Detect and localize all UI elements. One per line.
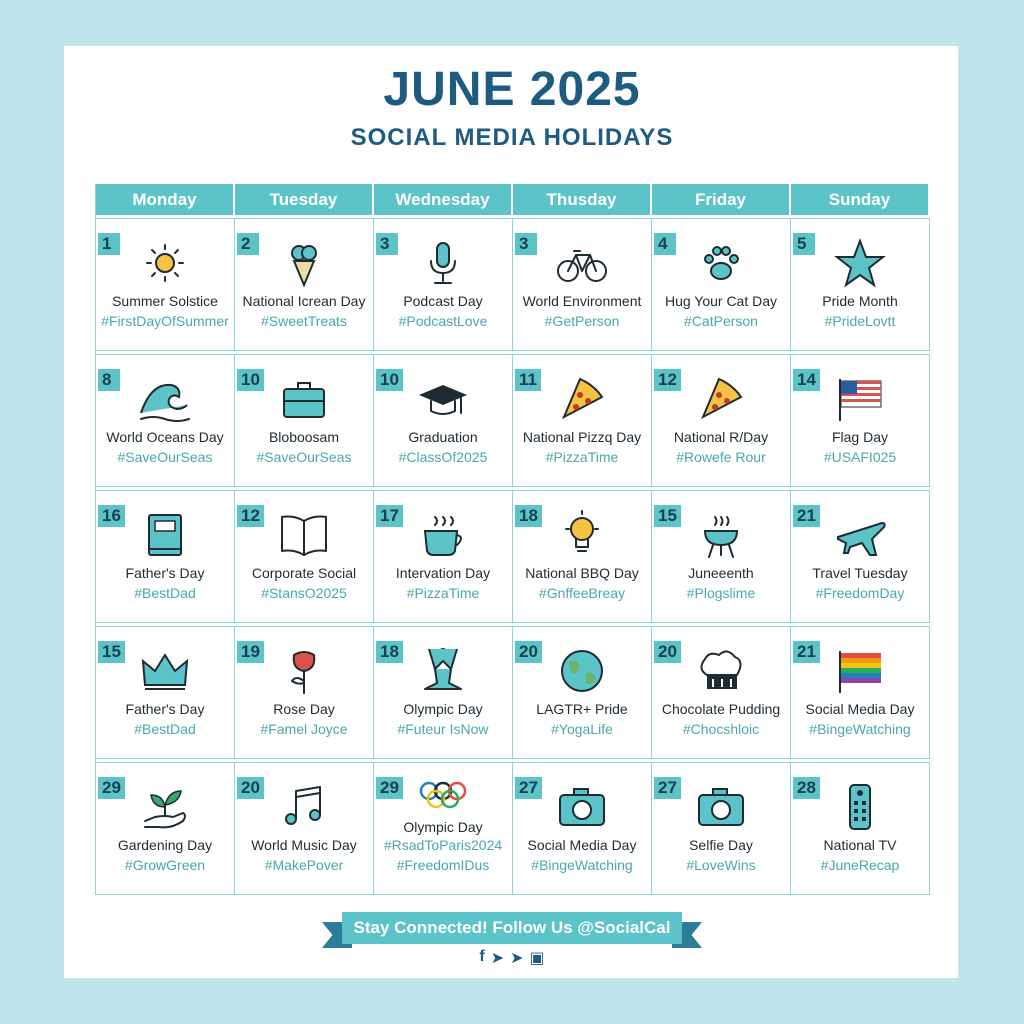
airplane-icon [791,509,929,561]
holiday-name: Social Media Day [527,837,637,853]
weekday-header: Sunday [791,184,930,215]
rose-icon [235,645,373,697]
day-cell[interactable] [374,355,513,487]
holiday-name: Pride Month [822,293,898,309]
day-cell[interactable] [235,627,374,759]
open-book-icon [235,509,373,561]
day-cell[interactable] [652,763,791,895]
holiday-name: Bloboosam [268,429,340,445]
hashtag[interactable]: #Famel Joyce [260,721,348,737]
holiday-name: Gardening Day [117,837,213,853]
holiday-name: National Icrean Day [242,293,366,309]
hashtag[interactable]: #SweetTreats [261,313,347,329]
ice-cream-icon [235,237,373,289]
hashtag[interactable]: #LoveWins [686,857,756,873]
day-cell[interactable] [374,763,513,895]
day-cell[interactable] [235,763,374,895]
hashtag[interactable]: #BestDad [134,721,196,737]
day-number: 18 [376,641,403,663]
hashtag[interactable]: #Plogslime [686,585,756,601]
hashtag[interactable]: #RsadToParis2024 [383,837,503,853]
day-cell[interactable] [513,219,652,351]
paw-icon [652,237,790,289]
day-cell[interactable] [374,491,513,623]
wave-icon [96,373,234,425]
hashtag[interactable]: #FirstDayOfSummer [101,313,229,329]
holiday-name: Olympic Day [403,819,483,835]
day-number: 16 [98,505,125,527]
day-cell[interactable] [791,355,930,487]
holiday-name: National R/Day [673,429,769,445]
pizza-icon [513,373,651,425]
olympic-rings-icon [374,779,512,819]
day-number: 29 [376,777,403,799]
day-number: 28 [793,777,820,799]
calendar-grid [95,184,929,895]
day-number: 15 [654,505,681,527]
day-cell[interactable] [652,627,791,759]
day-cell[interactable] [235,355,374,487]
day-number: 20 [515,641,542,663]
book-icon [96,509,234,561]
day-cell[interactable] [96,355,235,487]
hashtag[interactable]: #BestDad [134,585,196,601]
crown-icon [96,645,234,697]
weekday-header: Thusday [513,184,652,215]
holiday-name: Flag Day [831,429,889,445]
sprout-icon [96,781,234,833]
holiday-name: Olympic Day [403,701,483,717]
grill-icon [652,509,790,561]
day-number: 12 [654,369,681,391]
graduation-cap-icon [374,373,512,425]
hashtag[interactable]: #PrideLovtt [824,313,896,329]
holiday-name: Selfie Day [689,837,753,853]
twitter-icon[interactable]: ➤ [490,950,505,967]
day-cell[interactable] [652,219,791,351]
day-number: 8 [98,369,120,391]
hashtag[interactable]: #SaveOurSeas [256,449,352,465]
hashtag[interactable]: #YogaLife [551,721,613,737]
hashtag[interactable]: #PizzaTime [406,585,480,601]
holiday-name: Rose Day [273,701,335,717]
day-cell[interactable] [791,627,930,759]
chef-hat-icon [652,645,790,697]
follow-banner[interactable]: Stay Connected! Follow Us @SocialCal [342,912,682,944]
us-flag-icon [791,373,929,425]
social-icons [0,948,1024,968]
weekday-header: Wednesday [374,184,513,215]
day-number: 17 [376,505,403,527]
pizza-icon [652,373,790,425]
holiday-name: Chocolate Pudding [661,701,781,717]
day-cell[interactable] [96,491,235,623]
holiday-name: Father's Day [125,701,205,717]
day-cell[interactable] [235,491,374,623]
holiday-name: Father's Day [125,565,205,581]
day-number: 10 [376,369,403,391]
hashtag[interactable]: #USAFI025 [823,449,897,465]
hashtag[interactable]: #GetPerson [544,313,620,329]
day-number: 20 [237,777,264,799]
day-cell[interactable] [513,627,652,759]
day-number: 27 [654,777,681,799]
holiday-name: LAGTR+ Pride [536,701,628,717]
bicycle-icon [513,237,651,289]
coffee-cup-icon [374,509,512,561]
day-number: 2 [237,233,259,255]
hashtag[interactable]: #Rowefe Rour [676,449,766,465]
globe-icon [513,645,651,697]
footer-ribbon [322,912,702,952]
day-number: 21 [793,505,820,527]
holiday-name: Podcast Day [403,293,483,309]
day-number: 11 [515,369,541,391]
day-cell[interactable] [652,355,791,487]
day-number: 5 [793,233,815,255]
twitter-icon[interactable]: ➤ [510,950,524,967]
sun-icon [96,237,234,289]
hashtag[interactable]: #JuneRecap [820,857,900,873]
camera-icon [513,781,651,833]
day-number: 19 [237,641,264,663]
holiday-name: Graduation [408,429,478,445]
day-number: 27 [515,777,542,799]
weekday-header: Tuesday [235,184,374,215]
hashtag[interactable]: #BingeWatching [809,721,911,737]
day-cell[interactable] [513,491,652,623]
holiday-name: National Pizzq Day [522,429,642,445]
holiday-name: World Environment [522,293,642,309]
holiday-name: World Oceans Day [106,429,224,445]
day-number: 29 [98,777,125,799]
hashtag[interactable]: #GrowGreen [124,857,206,873]
holiday-name: National TV [823,837,897,853]
day-number: 21 [793,641,820,663]
camera-icon [652,781,790,833]
yoga-icon [374,645,512,697]
instagram-icon[interactable]: ▣ [529,950,545,967]
weekday-header: Monday [96,184,235,215]
star-icon [791,237,929,289]
day-cell[interactable] [235,219,374,351]
day-cell[interactable] [374,627,513,759]
hashtag[interactable]: #MakePover [264,857,344,873]
day-number: 3 [515,233,537,255]
day-number: 1 [98,233,120,255]
hashtag[interactable]: #Futeur IsNow [397,721,489,737]
hashtag[interactable]: #BingeWatching [531,857,633,873]
page-title: JUNE 2025 [383,63,641,116]
day-cell[interactable] [791,763,930,895]
microphone-icon [374,237,512,289]
day-number: 4 [654,233,676,255]
day-number: 20 [654,641,681,663]
hashtag[interactable]: #FreedomIDus [396,857,490,873]
briefcase-icon [235,373,373,425]
day-cell[interactable] [791,219,930,351]
holiday-name: Travel Tuesday [812,565,908,581]
day-cell[interactable] [374,219,513,351]
holiday-name: Corporate Social [251,565,357,581]
day-number: 14 [793,369,820,391]
holiday-name: World Music Day [251,837,357,853]
holiday-name: Hug Your Cat Day [664,293,778,309]
day-number: 10 [237,369,264,391]
day-number: 18 [515,505,542,527]
page-subtitle: SOCIAL MEDIA HOLIDAYS [350,124,674,151]
hashtag[interactable]: #PodcastLove [398,313,488,329]
hashtag[interactable]: #CatPerson [684,313,758,329]
weekday-header: Friday [652,184,791,215]
holiday-name: Intervation Day [395,565,491,581]
hashtag[interactable]: #GnffeeBreay [538,585,626,601]
day-cell[interactable] [652,491,791,623]
hashtag[interactable]: #ClassOf2025 [398,449,488,465]
holiday-name: National BBQ Day [525,565,639,581]
day-cell[interactable] [513,355,652,487]
holiday-name: Juneeenth [688,565,754,581]
hashtag[interactable]: #StansO2025 [261,585,347,601]
holiday-name: Social Media Day [805,701,915,717]
facebook-icon[interactable]: f [479,948,485,965]
day-cell[interactable] [96,763,235,895]
hashtag[interactable]: #FreedomDay [815,585,905,601]
rainbow-flag-icon [791,645,929,697]
day-number: 15 [98,641,125,663]
remote-icon [791,781,929,833]
hashtag[interactable]: #SaveOurSeas [117,449,213,465]
day-number: 12 [237,505,264,527]
lightbulb-icon [513,509,651,561]
day-number: 3 [376,233,398,255]
day-cell[interactable] [791,491,930,623]
day-cell[interactable] [96,219,235,351]
hashtag[interactable]: #Chocshloic [682,721,760,737]
day-cell[interactable] [96,627,235,759]
music-note-icon [235,781,373,833]
day-cell[interactable] [513,763,652,895]
holiday-name: Summer Solstice [112,293,218,309]
hashtag[interactable]: #PizzaTime [545,449,619,465]
